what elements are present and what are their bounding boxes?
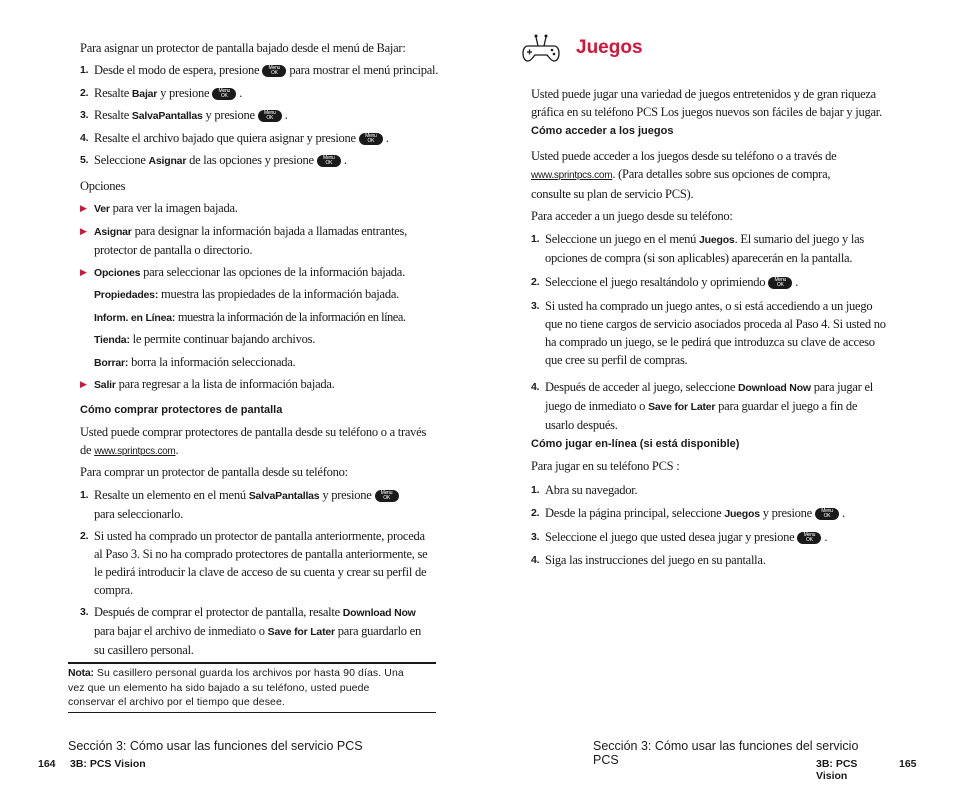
access-text: Usted puede acceder a los juegos desde su teléfono o a través de www.sprintpcs.com. (Para detalles sobre sus opciones de compra, consulte su plan de servicio PCS). <box>531 149 837 201</box>
note-bottom-rule <box>68 712 436 713</box>
bullet-arrow-icon: ▶ <box>80 203 87 213</box>
buy-heading: Cómo comprar protectores de pantalla <box>80 404 283 416</box>
page-number: 164 <box>38 758 56 770</box>
page-section: 3B: PCS Vision <box>816 758 858 782</box>
menu-ok-key-icon: Menu OK <box>212 88 236 100</box>
menu-ok-key-icon: Menu OK <box>359 133 383 145</box>
sub-option-inform: Inform. en Línea: muestra la información de la información en línea. <box>94 310 406 324</box>
menu-ok-key-icon: Menu OK <box>797 532 821 544</box>
buy-intro: Para comprar un protector de pantalla desde su teléfono: <box>80 465 348 479</box>
menu-ok-key-icon: Menu OK <box>317 155 341 167</box>
gamepad-icon <box>521 33 561 65</box>
access-heading: Cómo acceder a los juegos <box>531 125 674 137</box>
sub-option-propiedades: Propiedades: muestra las propiedades de la información bajada. <box>94 287 400 301</box>
note-top-rule <box>68 662 436 664</box>
bullet-arrow-icon: ▶ <box>80 267 87 277</box>
sub-option-tienda: Tienda: le permite continuar bajando archivos. <box>94 332 316 346</box>
note-box: Nota: Su casillero personal guarda los archivos por hasta 90 días. Una vez que un elemento ha sido bajado a su teléfono, usted puede conservar el archivo por el tiempo que desee. <box>68 667 404 708</box>
sub-option-borrar: Borrar: borra la información seleccionada. <box>94 355 296 369</box>
menu-ok-key-icon: Menu OK <box>375 490 399 502</box>
menu-ok-key-icon: Menu OK <box>768 277 792 289</box>
sprintpcs-link[interactable]: www.sprintpcs.com <box>94 446 176 457</box>
page-section: 3B: PCS Vision <box>70 758 146 770</box>
online-intro: Para jugar en su teléfono PCS : <box>531 459 680 473</box>
footer-text: Sección 3: Cómo usar las funciones del servicio PCS <box>68 739 363 753</box>
intro-text: Usted puede jugar una variedad de juegos entretenidos y de gran riqueza gráfica en su teléfono PCS Los juegos nuevos son fáciles de bajar y jugar. <box>531 87 882 119</box>
menu-ok-key-icon: Menu OK <box>258 110 282 122</box>
page-title: Juegos <box>576 37 643 58</box>
footer-text: Sección 3: Cómo usar las funciones del servicio PCS <box>593 739 859 767</box>
options-label: Opciones <box>80 179 126 193</box>
menu-ok-key-icon: Menu OK <box>815 508 839 520</box>
buy-text: Usted puede comprar protectores de pantalla desde su teléfono o a través de www.sprintpcs.com. <box>80 425 427 457</box>
page-number: 165 <box>899 758 917 770</box>
bullet-arrow-icon: ▶ <box>80 379 87 389</box>
intro-text: Para asignar un protector de pantalla bajado desde el menú de Bajar: <box>80 41 406 55</box>
bullet-arrow-icon: ▶ <box>80 226 87 236</box>
sprintpcs-link[interactable]: www.sprintpcs.com <box>531 170 613 181</box>
access-intro: Para acceder a un juego desde su teléfono: <box>531 209 733 223</box>
online-heading: Cómo jugar en-línea (si está disponible) <box>531 438 740 450</box>
menu-ok-key-icon: Menu OK <box>262 65 286 77</box>
